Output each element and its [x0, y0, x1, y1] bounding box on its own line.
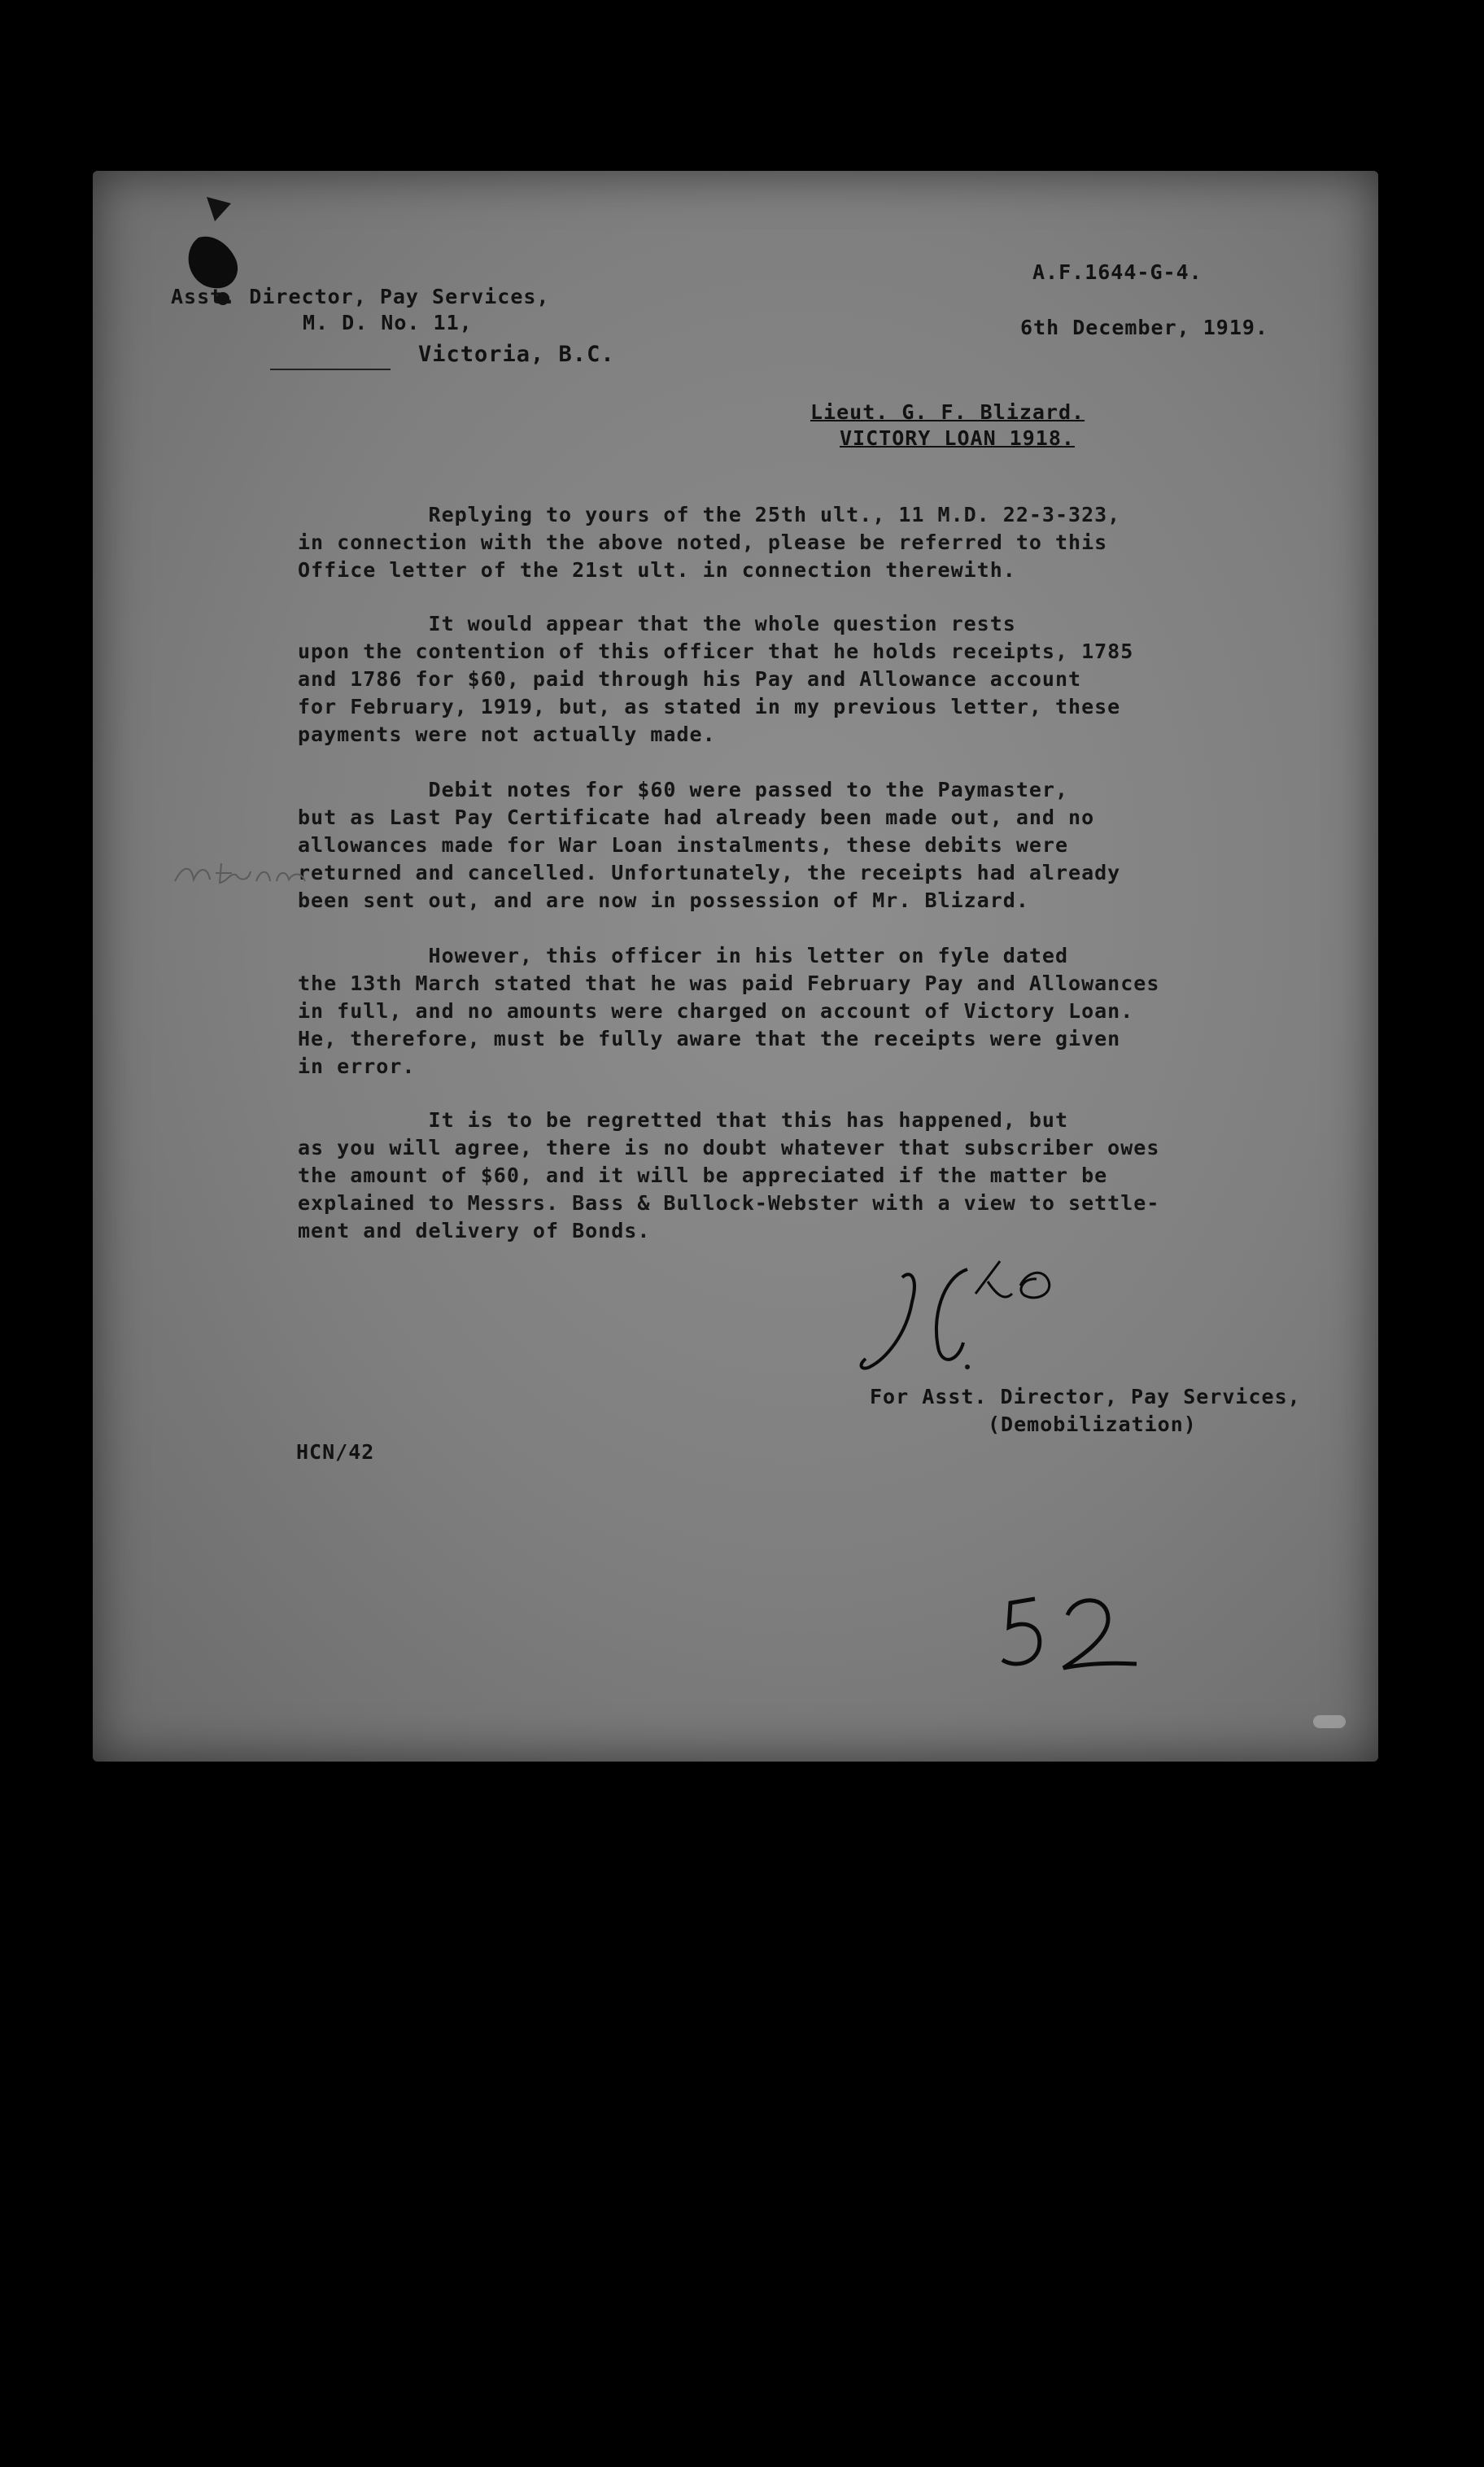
signature-line-1: For Asst. Director, Pay Services, — [870, 1385, 1301, 1408]
sender-line-3: Victoria, B.C. — [418, 342, 615, 367]
body-line: in full, and no amounts were charged on account of Victory Loan. — [298, 999, 1134, 1023]
sender-line-2: M. D. No. 11, — [303, 311, 473, 334]
document-page — [93, 171, 1378, 1762]
sender-line-1: Asst. Director, Pay Services, — [171, 285, 550, 308]
body-line: explained to Messrs. Bass & Bullock-Webster with a view to settle- — [298, 1191, 1160, 1215]
body-line: Replying to yours of the 25th ult., 11 M.D. 22-3-323, — [298, 503, 1121, 526]
body-line: in connection with the above noted, please be referred to this — [298, 531, 1108, 554]
margin-note-handwriting — [171, 857, 309, 889]
body-line: as you will agree, there is no doubt whatever that subscriber owes — [298, 1136, 1160, 1159]
body-line: allowances made for War Loan instalments, these debits were — [298, 833, 1069, 857]
body-line: returned and cancelled. Unfortunately, the receipts had already — [298, 861, 1121, 884]
handwritten-signature — [853, 1245, 1065, 1383]
body-line: but as Last Pay Certificate had already been made out, and no — [298, 806, 1095, 829]
body-line: He, therefore, must be fully aware that the receipts were given — [298, 1027, 1121, 1050]
body-line: ment and delivery of Bonds. — [298, 1219, 651, 1242]
body-line: However, this officer in his letter on fyle dated — [298, 944, 1069, 967]
subject-line-1: Lieut. G. F. Blizard. — [810, 400, 1085, 424]
paper-blemish — [1313, 1715, 1346, 1728]
body-line: It is to be regretted that this has happened, but — [298, 1108, 1069, 1132]
body-line: the 13th March stated that he was paid February Pay and Allowances — [298, 972, 1160, 995]
body-line: in error. — [298, 1054, 416, 1078]
letter-date: 6th December, 1919. — [1020, 316, 1268, 339]
handwritten-page-number — [994, 1583, 1149, 1680]
body-line: payments were not actually made. — [298, 723, 716, 746]
signature-line-2: (Demobilization) — [988, 1413, 1197, 1436]
file-reference: A.F.1644-G-4. — [1032, 260, 1202, 284]
body-line: Office letter of the 21st ult. in connection therewith. — [298, 558, 1016, 582]
body-line: for February, 1919, but, as stated in my previous letter, these — [298, 695, 1121, 718]
typist-reference: HCN/42 — [296, 1440, 375, 1464]
subject-line-2: VICTORY LOAN 1918. — [840, 426, 1075, 450]
body-line: been sent out, and are now in possession of Mr. Blizard. — [298, 889, 1029, 912]
address-rule — [270, 369, 391, 370]
body-line: and 1786 for $60, paid through his Pay and Allowance account — [298, 667, 1082, 691]
body-line: the amount of $60, and it will be appreciated if the matter be — [298, 1164, 1108, 1187]
body-line: Debit notes for $60 were passed to the Paymaster, — [298, 778, 1069, 801]
body-line: It would appear that the whole question rests — [298, 612, 1016, 635]
body-line: upon the contention of this officer that he holds receipts, 1785 — [298, 640, 1134, 663]
